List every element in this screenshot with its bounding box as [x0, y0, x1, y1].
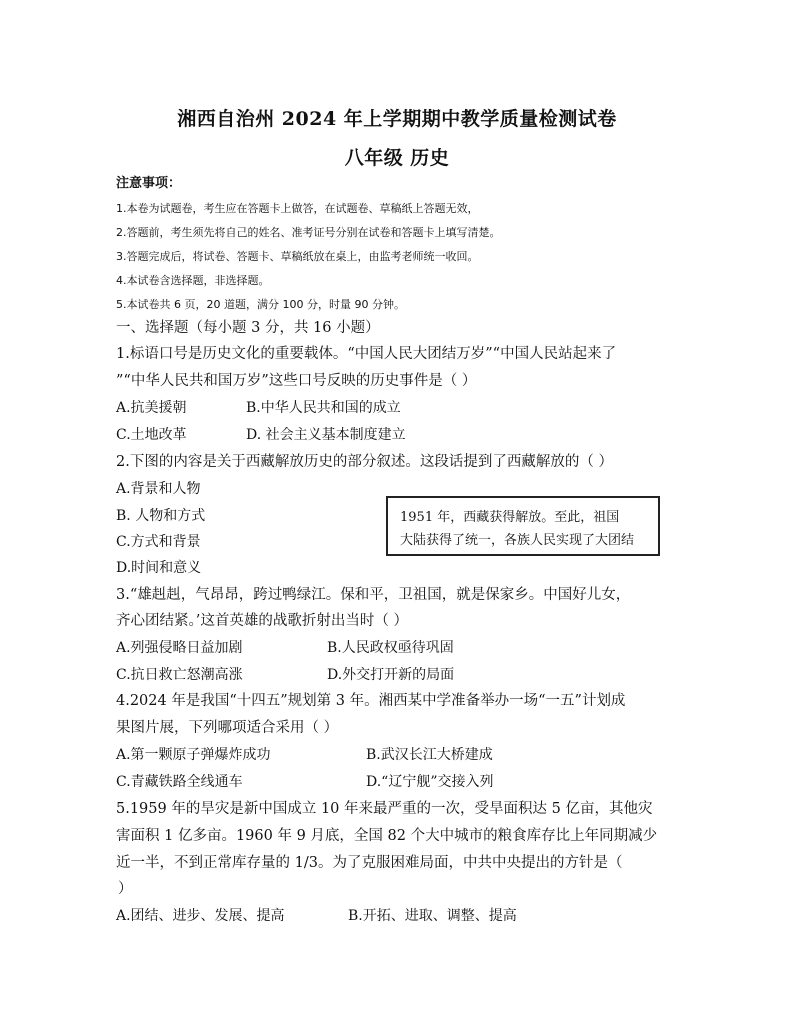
- q4-stem-line1: 4.2024 年是我国“十四五”规划第 3 年。湘西某中学准备举办一场“一五”计划成: [116, 693, 626, 709]
- q2-quote-line1: 1951 年，西藏获得解放。至此，祖国: [400, 510, 620, 525]
- section-heading: 一、选择题（每小题 3 分，共 16 小题）: [116, 320, 380, 336]
- exam-title: 湘西自治州 2024 年上学期期中教学质量检测试卷: [177, 108, 617, 130]
- q1-option-c: C.土地改革: [116, 427, 187, 443]
- q5-option-a: A.团结、进步、发展、提高: [116, 908, 285, 924]
- note-item: 2.答题前，考生须先将自己的姓名、准考证号分别在试卷和答题卡上填写清楚。: [116, 226, 501, 239]
- q2-option-c: C.方式和背景: [116, 534, 201, 550]
- q5-stem-line1: 5.1959 年的旱灾是新中国成立 10 年来最严重的一次，受旱面积达 5 亿亩，其他灾: [116, 801, 653, 817]
- q4-option-c: C.青藏铁路全线通车: [116, 774, 243, 790]
- q3-stem-line2: 齐心团结紧。’这首英雄的战歌折射出当时（ ）: [116, 613, 408, 629]
- q1-option-d: D. 社会主义基本制度建立: [246, 427, 406, 443]
- q3-option-b: B.人民政权亟待巩固: [327, 640, 454, 656]
- q1-stem-line2: ”“中华人民共和国万岁”这些口号反映的历史事件是（ ）: [116, 373, 477, 389]
- q3-stem-line1: 3.“雄赳赳，气昂昂，跨过鸭绿江。保和平，卫祖国，就是保家乡。中国好儿女，: [116, 587, 631, 603]
- q2-quote-box: [386, 496, 660, 556]
- q4-stem-line2: 果图片展，下列哪项适合采用（ ）: [116, 720, 339, 736]
- q5-stem-line4: ）: [118, 881, 133, 897]
- note-item: 1.本卷为试题卷，考生应在答题卡上做答，在试题卷、草稿纸上答题无效，: [116, 202, 479, 215]
- note-item: 3.答题完成后，将试卷、答题卡、草稿纸放在桌上，由监考老师统一收回。: [116, 250, 479, 263]
- q2-option-a: A.背景和人物: [116, 481, 201, 497]
- q1-option-a: A.抗美援朝: [116, 400, 187, 416]
- q5-stem-line3: 近一半，不到正常库存量的 1/3。为了克服困难局面，中共中央提出的方针是（: [116, 855, 623, 871]
- q2-option-b: B. 人物和方式: [116, 508, 206, 524]
- q3-option-c: C.抗日救亡怒潮高涨: [116, 667, 243, 683]
- q5-stem-line2: 害面积 1 亿多亩。1960 年 9 月底，全国 82 个大中城市的粮食库存比上年同期减少: [116, 828, 658, 844]
- q1-stem-line1: 1.标语口号是历史文化的重要载体。“中国人民大团结万岁”“中国人民站起来了: [116, 346, 617, 362]
- q5-option-b: B.开拓、进取、调整、提高: [348, 908, 517, 924]
- q2-option-d: D.时间和意义: [116, 560, 202, 576]
- q4-option-b: B.武汉长江大桥建成: [366, 747, 493, 763]
- q2-stem: 2.下图的内容是关于西藏解放历史的部分叙述。这段话提到了西藏解放的（ ）: [116, 454, 613, 470]
- exam-subtitle: 八年级 历史: [344, 147, 450, 169]
- q3-option-a: A.列强侵略日益加剧: [116, 640, 243, 656]
- q4-option-a: A.第一颗原子弹爆炸成功: [116, 747, 271, 763]
- q2-quote-line2: 大陆获得了统一，各族人民实现了大团结: [400, 533, 635, 548]
- q1-option-b: B.中华人民共和国的成立: [246, 400, 401, 416]
- q4-option-d: D.“辽宁舰”交接入列: [366, 774, 494, 790]
- notes-heading: 注意事项：: [116, 176, 182, 191]
- note-item: 4.本试卷含选择题，非选择题。: [116, 274, 270, 287]
- q3-option-d: D.外交打开新的局面: [327, 667, 455, 683]
- note-item: 5.本试卷共 6 页，20 道题，满分 100 分，时量 90 分钟。: [116, 298, 405, 311]
